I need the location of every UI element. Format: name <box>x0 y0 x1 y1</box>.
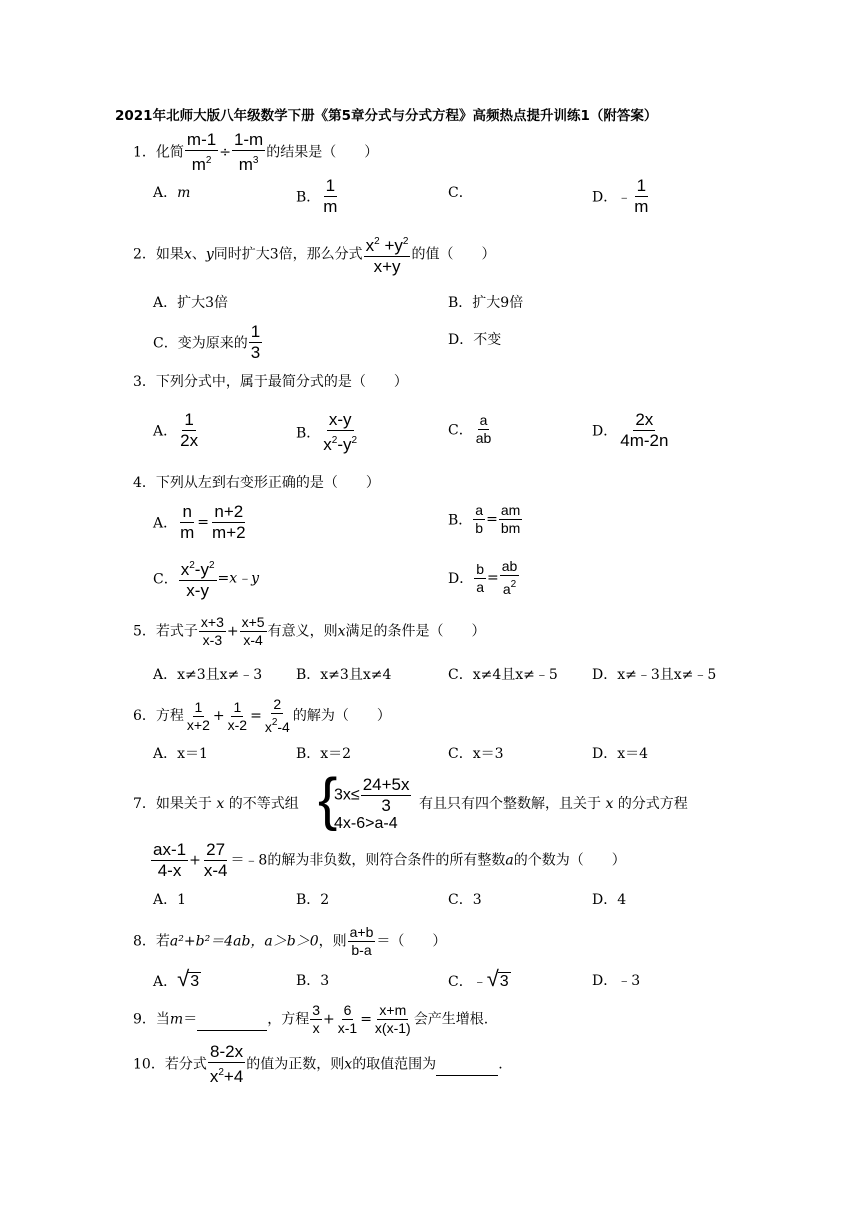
question-7-line1-pre: 7．如果关于 x 的不等式组 <box>133 796 299 812</box>
question-7-line1-post: 有且只有四个整数解，且关于 x 的分式方程 <box>419 796 688 812</box>
inequality-2: 4x-6>a-4 <box>334 815 398 832</box>
q8-option-d: D．﹣3 <box>592 973 641 989</box>
q7-option-c: C．3 <box>448 892 482 908</box>
q3-option-b: B． $\frac{x-y}{x^2-y^2}$ <box>296 410 358 454</box>
answer-blank[interactable] <box>197 1010 267 1031</box>
question-3: 3．下列分式中，属于最简分式的是（ ） <box>133 374 408 390</box>
q3-option-a: A． $\frac{1}{2x}$ <box>153 410 199 450</box>
q1-option-c: C． <box>448 185 473 201</box>
q6-option-b: B．x＝2 <box>296 746 352 762</box>
q5-option-b: B．x≠3且x≠4 <box>296 667 392 683</box>
q4-option-c: C． $\frac{x^2-y^2}{x-y}$ =x﹣y <box>153 556 259 601</box>
page-title: 2021年北师大版八年级数学下册《第5章分式与分式方程》高频热点提升训练1（附答案） <box>115 108 658 124</box>
q4-option-d: D． $\frac{b}{a}$ = $\frac{ab}{a^2}$ <box>448 558 518 597</box>
q7-option-b: B．2 <box>296 892 330 908</box>
question-1: 1．化简 $\frac{m-1}{m^2}$ ÷ $\frac{1-m}{m^3}$ 的结果是（ ） <box>133 130 379 174</box>
question-9: 9．当m＝ ，方程 $\frac{3}{x}$ + $\frac{6}{x-1}$ = $\frac{x+m}{x(x-1)}$ 会产生增根. <box>133 1002 489 1036</box>
q2-option-b: B．扩大9倍 <box>448 295 524 311</box>
question-2: 2．如果x、y同时扩大3倍，那么分式 $\frac{x^2 +y^2}{x+y}$ 的值（ ） <box>133 232 495 277</box>
q5-option-a: A．x≠3且x≠﹣3 <box>153 667 263 683</box>
q3-option-c: C． $\frac{a}{ab}$ <box>448 412 492 446</box>
q4-option-a: A． $\frac{n}{m}$ = $\frac{n+2}{m+2}$ <box>153 502 246 542</box>
q4-option-b: B． $\frac{a}{b}$ = $\frac{am}{bm}$ <box>448 502 521 536</box>
question-10: 10．若分式 $\frac{8-2x}{x^2+4}$ 的值为正数，则x的取值范围为 . <box>133 1042 503 1086</box>
q5-option-c: C．x≠4且x≠﹣5 <box>448 667 558 683</box>
sqrt-icon: √ <box>177 966 190 991</box>
q8-option-a: A．√3 <box>153 966 200 991</box>
q2-option-a: A．扩大3倍 <box>153 295 229 311</box>
q1-option-b: B． $\frac{1}{m}$ <box>296 176 338 216</box>
sqrt-icon: √ <box>486 966 499 991</box>
q2-option-d: D．不变 <box>448 332 502 348</box>
q3-option-d: D． $\frac{2x}{4m-2n}$ <box>592 410 669 450</box>
q6-option-a: A．x＝1 <box>153 746 208 762</box>
question-6: 6．方程 $\frac{1}{x+2}$ + $\frac{1}{x-2}$ = $\frac{2}{x^2-4}$ 的解为（ ） <box>133 696 391 735</box>
q7-option-a: A．1 <box>153 892 187 908</box>
q8-option-c: C．﹣√3 <box>448 966 509 991</box>
inequality-1: 3x≤ $\frac{24+5x}{3}$ <box>334 775 410 815</box>
q6-option-c: C．x＝3 <box>448 746 504 762</box>
q5-option-d: D．x≠﹣3且x≠﹣5 <box>592 667 717 683</box>
question-8: 8．若a²+b²＝4ab，a＞b＞0，则 $\frac{a+b}{b-a}$ ＝（ ） <box>133 924 447 958</box>
q6-option-d: D．x＝4 <box>592 746 649 762</box>
q7-option-d: D．4 <box>592 892 627 908</box>
brace-icon: { <box>318 767 338 832</box>
q8-option-b: B．3 <box>296 973 330 989</box>
q2-option-c: C．变为原来的 $\frac{1}{3}$ <box>153 322 261 362</box>
q1-option-a: A．m <box>153 185 191 201</box>
q1-option-d: D．﹣ $\frac{1}{m}$ <box>592 176 649 216</box>
answer-blank[interactable] <box>436 1055 498 1076</box>
question-4: 4．下列从左到右变形正确的是（ ） <box>133 475 380 491</box>
question-5: 5．若式子 $\frac{x+3}{x-3}$ + $\frac{x+5}{x-4}$ 有意义，则x满足的条件是（ ） <box>133 614 486 648</box>
question-7-line2: $\frac{ax-1}{4-x}$ + $\frac{27}{x-4}$ ＝﹣8的解为非负数，则符合条件的所有整数a的个数为（ ） <box>153 840 626 880</box>
